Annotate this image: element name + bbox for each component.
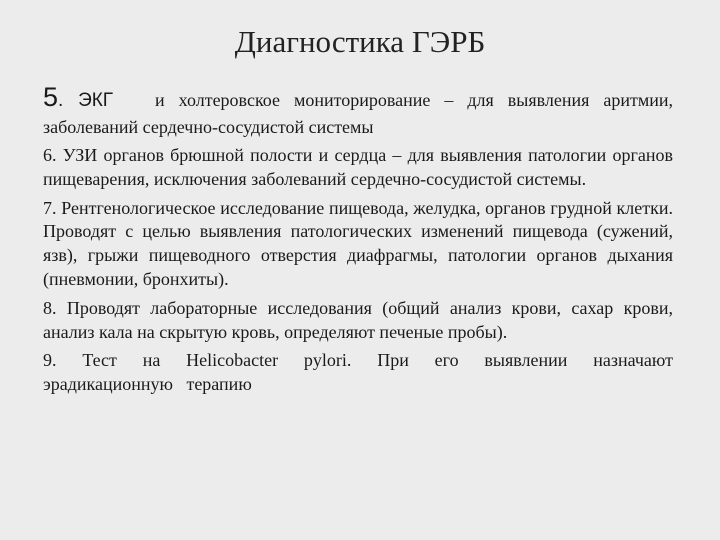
list-item-7: 7. Рентгенологическое исследование пищевода, желудка, органов грудной клетки. Проводят с целью выявления патологических изменений пищевода (сужений, язв), грыжи пищеводного отверстия диафрагмы, патологии органов дыхания (пневмонии, бронхиты). — [43, 197, 673, 289]
item-number: 5 — [43, 82, 59, 112]
slide-title: Диагностика ГЭРБ — [234, 24, 486, 59]
list-item-5 — [43, 84, 673, 140]
list-item-6: 6. УЗИ органов брюшной полости и сердца – для выявления патологии органов пищеварения, исключения заболеваний сердечно-сосудистой системы. — [43, 145, 673, 189]
item-text: и холтеровское мониторирование – для выявления аритмии, заболеваний сердечно-сосудистой системы — [43, 90, 674, 137]
list-item-8: 8. Проводят лабораторные исследования (общий анализ крови, сахар крови, анализ кала на скрытую кровь, определяют печеные пробы). — [43, 297, 673, 342]
slide-body — [43, 84, 673, 402]
item-abbreviation: . ЭКГ — [58, 90, 114, 111]
list-item-9: 9. Тест на Helicobacter pylori. При его выявлении назначают эрадикационную терапию — [43, 350, 673, 395]
